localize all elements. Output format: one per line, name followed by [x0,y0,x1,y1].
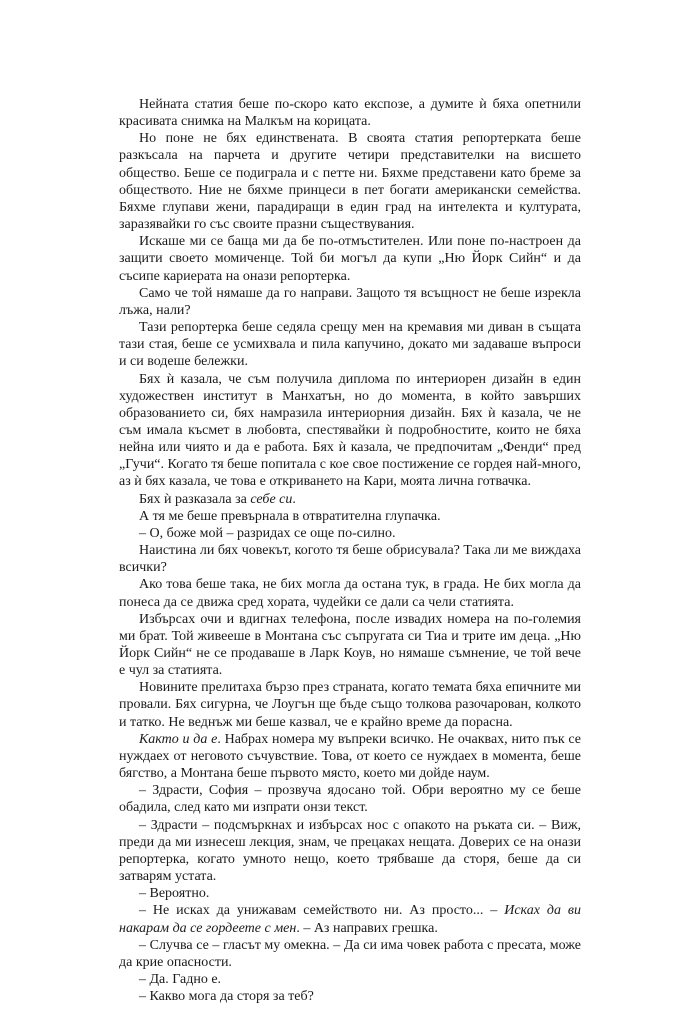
paragraph [119,679,581,730]
italic-text: себе си [250,491,293,507]
paragraph [119,525,581,542]
paragraph [119,285,581,319]
page-body [119,96,581,1005]
paragraph [119,885,581,902]
paragraph [119,902,581,936]
text-run: . – Аз направих грешка. [296,920,438,936]
text-run: . [292,491,296,507]
text-run: . Набрах номера му въпреки всичко. Не очаквах, нито пък се нуждаех от неговото съчувствие. Това, от което се нуждаех в момента, беше бягство, а Монтана беше първото място, което ми дойде наум. [119,731,582,782]
paragraph [119,508,581,525]
text-run: – Да. Гадно е. [139,971,222,987]
text-run: Бях ѝ разказала за [139,491,251,507]
paragraph [119,542,581,576]
paragraph [119,611,581,680]
italic-text: Както и да е [139,731,218,747]
text-run: Ако това беше така, не бих могла да остана тук, в града. Не бих могла да понеса да се движа сред хората, чудейки се дали са чели статията. [119,577,581,610]
italic-text: Исках да ви накарам да се гордеете с мен [119,903,581,936]
paragraph [119,576,581,610]
paragraph [119,731,581,782]
text-run: – Здрасти, София – прозвуча ядосано той. Обри вероятно му се беше обадила, след като ми изпрати онзи текст. [119,783,581,816]
text-run: Нейната статия беше по-скоро като експозе, а думите ѝ бяха опетнили красивата снимка на Малкъм на корицата. [119,97,581,130]
paragraph [119,130,581,233]
text-run: Бях ѝ казала, че съм получила диплома по интериорен дизайн в един художествен институт в Манхатън, но до момента, в който завърших образованието си, бях намразила интериорния дизайн. Бях ѝ казала, че не съм имала късмет в любовта, спестявайки ѝ подробностите, които не бяха нейна или чиято и да е работа. Бях ѝ казала, че предпочитам „Фенди“ пред „Гучи“. Когато тя беше попитала с кое свое постижение се гордея най-много, аз ѝ бях казала, че това е откриването на Кари, моята лична готвачка. [119,371,581,490]
paragraph [119,371,581,491]
paragraph [119,233,581,284]
paragraph [119,937,581,971]
paragraph [119,817,581,886]
text-run: Новините прелитаха бързо през страната, когато темата бяха епичните ми провали. Бях сигурна, че Лоугън ще бъде също толкова разочарован, колкото и татко. Не веднъж ми беше казвал, че е крайно време да порасна. [119,680,581,730]
paragraph [119,971,581,988]
text-run: Наистина ли бях човекът, когото тя беше обрисувала? Така ли ме виждаха всички? [119,543,581,576]
text-run: – Здрасти – подсмъркнах и избърсах нос с опакото на ръката си. – Виж, преди да ми изнесеш лекция, знам, че прецаках нещата. Доверих се на онази репортерка, когато умното нещо, което трябваше да сторя, беше да си затварям устата. [119,817,581,885]
paragraph [119,782,581,816]
text-run: – Не исках да унижавам семейството ни. Аз просто... – [139,903,505,919]
text-run: Тази репортерка беше седяла срещу мен на кремавия ми диван в същата тази стая, беше се усмихвала и пила капучино, докато ми задаваше въпроси и си водеше бележки. [119,320,581,370]
paragraph [119,491,581,508]
text-run: Само че той нямаше да го направи. Защото тя всъщност не беше изрекла лъжа, нали? [119,285,581,318]
paragraph [119,96,581,130]
text-run: – Случва се – гласът му омекна. – Да си има човек работа с пресата, може да крие опасности. [119,937,581,970]
text-run: Но поне не бях единствената. В своята статия репортерката беше разкъсала на парчета и другите четири представителки на висшето общество. Беше се подиграла и с петте ни. Бяхме представени като бреме за обществото. Ние не бяхме принцеси в пет богати американски семейства. Бяхме глупави жени, парадиращи в един град на интелекта и културата, заразявайки го със своите празни съществувания. [119,131,581,233]
text-run: – Какво мога да сторя за теб? [139,989,314,1005]
text-run: – О, боже мой – разридах се още по-силно. [139,525,396,541]
paragraph [119,319,581,370]
text-run: А тя ме беше превърнала в отвратителна глупачка. [139,508,441,524]
text-run: Избърсах очи и вдигнах телефона, после извадих номера на по-големия ми брат. Той живееше в Монтана със съпругата си Тиа и трите им деца. „Ню Йорк Сийн“ не се продаваше в Ларк Коув, но нямаше съмнение, че той вече е чул за статията. [119,611,581,679]
text-run: – Вероятно. [139,886,210,902]
text-run: Искаше ми се баща ми да бе по-отмъстителен. Или поне по-настроен да защити своето момиченце. Той би могъл да купи „Ню Йорк Сийн“ и да съсипе кариерата на онази репортерка. [119,234,581,284]
paragraph [119,988,581,1005]
